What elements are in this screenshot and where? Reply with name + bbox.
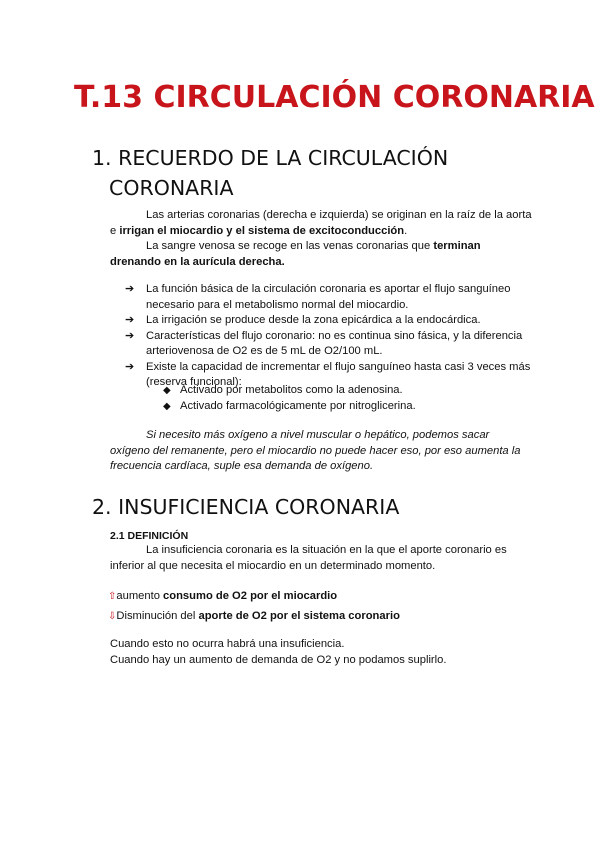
list-item-text: arteriovenosa de O2 es de 5 mL de O2/100 mL. (146, 345, 383, 357)
paragraph-line: drenando en la aurícula derecha. (110, 255, 285, 268)
paragraph-line: Cuando hay un aumento de demanda de O2 y no podamos suplirlo. (110, 653, 447, 666)
section-1-intro (110, 208, 532, 270)
diamond-icon: ◆ (163, 400, 171, 412)
list-item-text: Activado por metabolitos como la adenosina. (180, 384, 403, 396)
diamond-icon: ◆ (163, 385, 171, 396)
text: aumento (116, 590, 164, 602)
paragraph-line: Si necesito más oxígeno a nivel muscular o hepático, podemos sacar (146, 429, 490, 441)
bold-text: irrigan el miocardio y el sistema de excitoconducción (119, 224, 405, 237)
paragraph-line: oxígeno del remanente, pero el miocardio no puede hacer eso, por eso aumenta la (110, 444, 521, 457)
list-item (108, 609, 400, 625)
cause-list (108, 589, 400, 624)
page-title: T.13 CIRCULACIÓN CORONARIA (74, 80, 595, 115)
paragraph-line (110, 224, 532, 240)
paragraph-line: La insuficiencia coronaria es la situación en la que el aporte coronario es (146, 544, 507, 556)
list-item (163, 383, 416, 399)
section-2-subheading: 2.1 DEFINICIÓN (110, 530, 189, 542)
list-item (163, 399, 416, 415)
bold-text: aporte de O2 por el sistema coronario (198, 609, 400, 622)
section-1-heading-line2: CORONARIA (109, 176, 234, 200)
diamond-bullet-list (163, 383, 416, 414)
paragraph-line (110, 239, 532, 255)
paragraph-line: frecuencia cardíaca, suple esa demanda de oxígeno. (110, 460, 374, 472)
list-item-text: (reserva funcional): (146, 376, 242, 388)
italic-note (110, 428, 520, 475)
closing-paragraph (110, 637, 446, 668)
arrow-right-icon: ➔ (125, 314, 135, 326)
list-item-text: La irrigación se produce desde la zona epicárdica a la endocárdica. (146, 314, 481, 326)
list-item-text: Activado farmacológicamente por nitroglicerina. (180, 399, 416, 412)
list-item (108, 589, 400, 605)
list-item-text: La función básica de la circulación coronaria es aportar el flujo sanguíneo (146, 283, 511, 295)
list-item (125, 282, 530, 313)
text: Disminución del (116, 609, 199, 622)
text: La sangre venosa se recoge en las venas coronarias que (146, 240, 434, 252)
paragraph-line: inferior al que necesita el miocardio en un determinado momento. (110, 559, 436, 572)
section-1-heading (92, 143, 448, 203)
arrow-right-icon: ➔ (125, 329, 135, 342)
list-item-text: necesario para el metabolismo normal del miocardio. (146, 298, 409, 311)
section-1-heading-line1: 1. RECUERDO DE LA CIRCULACIÓN (92, 146, 449, 170)
bold-text: terminan (433, 240, 481, 252)
arrow-down-icon: ⇩ (108, 610, 117, 622)
arrow-right-icon: ➔ (125, 360, 135, 373)
paragraph-line: Las arterias coronarias (derecha e izquierda) se originan en la raíz de la aorta (146, 209, 532, 221)
definition-paragraph (110, 543, 507, 574)
list-item-text: Existe la capacidad de incrementar el flujo sanguíneo hasta casi 3 veces más (146, 360, 531, 373)
text: e (110, 224, 120, 237)
bold-text: consumo de O2 por el miocardio (163, 590, 338, 602)
section-2-heading: 2. INSUFICIENCIA CORONARIA (92, 495, 400, 519)
arrow-right-icon: ➔ (125, 283, 135, 295)
arrow-bullet-list (125, 282, 530, 391)
arrow-up-icon: ⇧ (108, 591, 117, 602)
list-item-text: Características del flujo coronario: no es continua sino fásica, y la diferencia (146, 329, 523, 342)
text: . (404, 224, 408, 237)
paragraph-line: Cuando esto no ocurra habrá una insuficiencia. (110, 638, 345, 650)
list-item (125, 329, 530, 360)
list-item (125, 313, 530, 329)
